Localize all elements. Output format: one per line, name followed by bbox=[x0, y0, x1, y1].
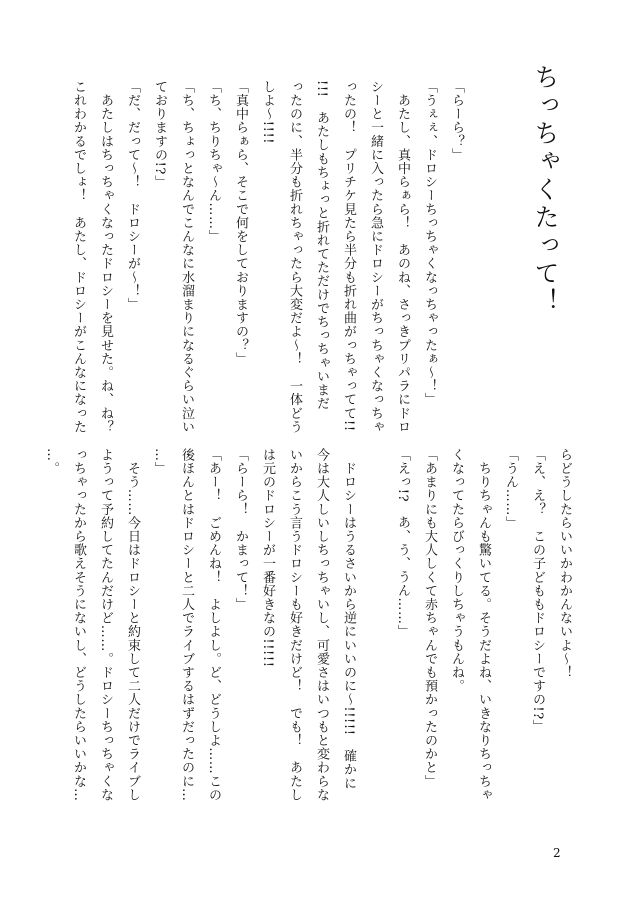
text-line: あたしはちっちゃくなったドロシーを見せた。ね、ね？ bbox=[98, 80, 113, 434]
text-tier-top bbox=[71, 80, 470, 434]
text-tier-bottom bbox=[44, 448, 578, 828]
text-line: そう……今日はドロシーと約束して二人だけでライブし bbox=[125, 448, 140, 802]
text-line: 「うぇぇ、ドロシーちっちゃくなっちゃったぁ～！」 bbox=[422, 80, 437, 407]
text-line: 「えっ!? あ、う、うん……」 bbox=[395, 448, 410, 639]
text-line: ったの！ プリチケ見たら半分も折れ曲がっちゃってて!! bbox=[341, 80, 356, 432]
text-line: あたし、真中らぁら！ あのね、さっきプリパラにドロ bbox=[395, 80, 410, 434]
text-line: ドロシーはうるさいから逆にいいのに～!!!!! 確かに bbox=[341, 448, 356, 790]
text-line: 「ち、ちょっとなんでこんなに水溜まりになるぐらい泣い bbox=[179, 80, 194, 434]
text-line: 今は大人しいしちっちゃいし、可愛さはいつもと変わらな bbox=[314, 448, 329, 802]
text-line: 「ち、ちりちゃ～ん……」 bbox=[206, 80, 221, 244]
text-line: ておりますの!?」 bbox=[152, 80, 167, 189]
text-line: 「うん……」 bbox=[503, 448, 518, 530]
text-line: ちりちゃんも驚いてる。そうだよね、いきなりちっちゃ bbox=[476, 448, 491, 802]
page-number: 2 bbox=[553, 846, 561, 860]
text-line: ったのに、半分も折れちゃったら大変だよ～！ 一体どう bbox=[287, 80, 302, 434]
text-line: 「らーら？」 bbox=[449, 80, 464, 162]
text-line: これわかるでしょ！ あたし、ドロシーがこんなになった bbox=[71, 80, 86, 434]
text-line: は元のドロシーが一番好きなの!!!!! bbox=[260, 448, 275, 668]
text-line: っちゃったから歌えそうにないし、どうしたらいいかな… bbox=[71, 448, 86, 802]
text-line bbox=[362, 448, 389, 828]
text-line: らどうしたらいいかわかんないよ～！ bbox=[557, 448, 572, 680]
text-line: !!! あたしもちょっと折れてただけでちっちゃいまだ bbox=[314, 80, 329, 411]
text-line: シーと一緒に入ったら急にドロシーがちっちゃくなっちゃ bbox=[368, 80, 383, 434]
chapter-title: ちっちゃくたって！ bbox=[531, 64, 560, 316]
text-line: 「あー！ ごめんね！ よしよし。ど、どうしよ……この bbox=[206, 448, 221, 802]
text-line: 「らーら！ かまって！」 bbox=[233, 448, 248, 612]
text-line: いからこう言うドロシーも好きだけど！ でも！ あたし bbox=[287, 448, 302, 802]
text-line: …」 bbox=[152, 448, 167, 476]
text-line: 「あまりにも大人しくて赤ちゃんでも預かったのかと」 bbox=[422, 448, 437, 788]
text-line: 「だ、だって～！ ドロシーが～！」 bbox=[125, 80, 140, 312]
text-line: しよ～!!!! bbox=[260, 80, 275, 145]
text-line: …。 bbox=[44, 448, 59, 476]
text-line: 後ほんとはドロシーと二人でライブするはずだったのに… bbox=[179, 448, 194, 802]
text-line: くなってたらびっくりしちゃうもんね。 bbox=[449, 448, 464, 693]
text-line: 「え、え？ この子どももドロシーですの!?」 bbox=[530, 448, 545, 734]
text-line: ようって予約してたんだけど……。ドロシーちっちゃくな bbox=[98, 448, 113, 802]
text-line: 「真中らぁら、そこで何をしておりますの？」 bbox=[233, 80, 248, 366]
